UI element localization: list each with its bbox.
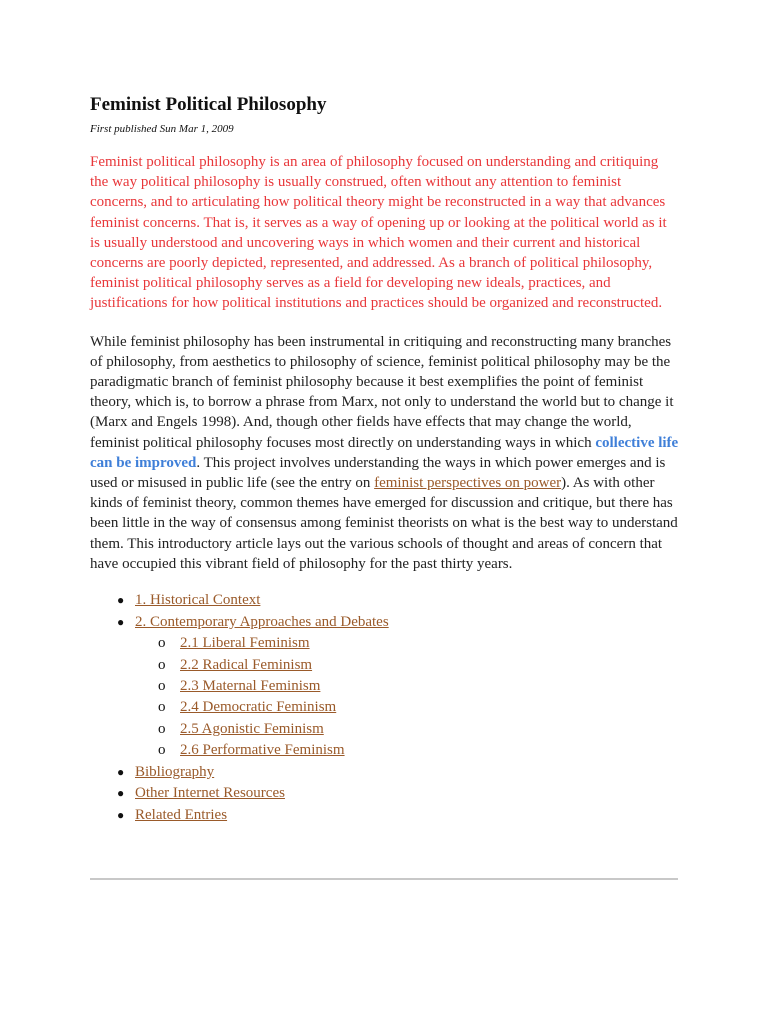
circle-bullet-icon: o xyxy=(158,678,166,695)
body-text-part1: While feminist philosophy has been instrumental in critiquing and reconstructing many branches of philosophy, from aesthetics to philosophy of science, feminist political philosophy may be the paradigmatic branch of feminist philosophy because it best exemplifies the point of feminist theory, which is, to borrow a phrase from Marx, not only to understand the world but to change it (Marx and Engels 1998). And, though other fields have effects that may change the world, feminist political philosophy focuses most directly on understanding ways in which xyxy=(90,333,674,451)
toc-link-maternal-feminism[interactable]: 2.3 Maternal Feminism xyxy=(180,678,321,695)
article-content xyxy=(90,93,680,826)
bullet-icon: ● xyxy=(117,807,125,822)
horizontal-divider xyxy=(90,878,678,880)
toc-subitem-performative xyxy=(135,740,680,761)
toc-link-radical-feminism[interactable]: 2.2 Radical Feminism xyxy=(180,656,313,673)
toc-link-historical-context[interactable]: 1. Historical Context xyxy=(135,592,261,609)
toc-subitem-democratic xyxy=(135,697,680,718)
toc-item-contemporary-approaches xyxy=(90,612,680,762)
toc-link-bibliography[interactable]: Bibliography xyxy=(135,763,215,780)
preamble-paragraph: Feminist political philosophy is an area of philosophy focused on understanding and critiquing the way political philosophy is usually construed, often without any attention to feminist concerns, and to articulating how political theory might be reconstructed in a way that advances feminist concerns. That is, it serves as a way of opening up or looking at the political world as it is usually understood and uncovering ways in which women and their current and historical concerns are poorly depicted, represented, and addressed. As a branch of political philosophy, feminist political philosophy serves as a field for developing new ideals, practices, and justifications for how political institutions and practices should be organized and reconstructed. xyxy=(90,154,667,312)
toc-link-internet-resources[interactable]: Other Internet Resources xyxy=(135,785,285,802)
toc-item-historical-context xyxy=(90,590,680,612)
body-text-part3: ). As with other kinds of feminist theory, common themes have emerged for discussion and critique, but there has been little in the way of consensus among feminist theorists on what is the best way to understand them. This introductory article lays out the various schools of thought and areas of concern that have occupied this vibrant field of philosophy for the past thirty years. xyxy=(90,475,678,572)
toc-item-bibliography xyxy=(90,762,680,784)
toc-link-liberal-feminism[interactable]: 2.1 Liberal Feminism xyxy=(180,635,310,652)
table-of-contents xyxy=(90,590,680,826)
toc-item-related-entries xyxy=(90,805,680,827)
toc-item-internet-resources xyxy=(90,783,680,805)
toc-link-democratic-feminism[interactable]: 2.4 Democratic Feminism xyxy=(180,699,337,716)
toc-subitem-liberal xyxy=(135,633,680,654)
toc-subitem-maternal xyxy=(135,676,680,697)
toc-link-performative-feminism[interactable]: 2.6 Performative Feminism xyxy=(180,742,345,759)
body-text-part2: . This project involves understanding the ways in which power emerges and is used or misused in public life (see the entry on xyxy=(90,454,666,492)
body-paragraph xyxy=(90,332,680,574)
toc-link-agonistic-feminism[interactable]: 2.5 Agonistic Feminism xyxy=(180,720,324,737)
bullet-icon: ● xyxy=(117,764,125,779)
toc-link-related-entries[interactable]: Related Entries xyxy=(135,806,228,823)
toc-subitem-radical xyxy=(135,655,680,676)
toc-subitem-agonistic xyxy=(135,719,680,740)
link-feminist-perspectives-on-power[interactable]: feminist perspectives on power xyxy=(374,475,562,492)
article-title: Feminist Political Philosophy xyxy=(90,94,327,115)
toc-link-contemporary-approaches[interactable]: 2. Contemporary Approaches and Debates xyxy=(135,613,389,630)
circle-bullet-icon: o xyxy=(158,656,166,673)
bullet-icon: ● xyxy=(117,786,125,801)
circle-bullet-icon: o xyxy=(158,720,166,737)
publication-date: First published Sun Mar 1, 2009 xyxy=(90,123,234,135)
circle-bullet-icon: o xyxy=(158,635,166,652)
circle-bullet-icon: o xyxy=(158,742,166,759)
highlighted-phrase: collective life can be improved xyxy=(90,434,679,471)
circle-bullet-icon: o xyxy=(158,699,166,716)
bullet-icon: ● xyxy=(117,614,125,629)
bullet-icon: ● xyxy=(117,593,125,608)
toc-sublist xyxy=(135,633,680,761)
